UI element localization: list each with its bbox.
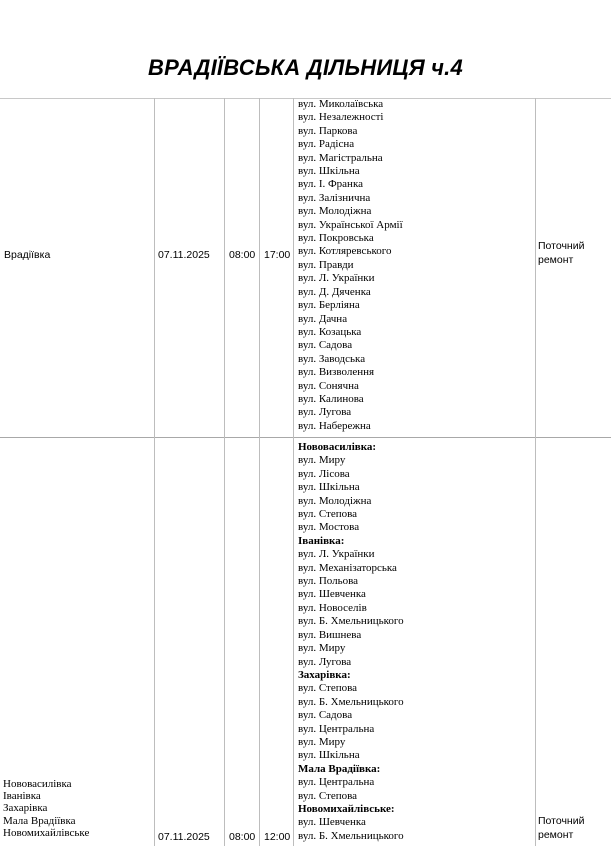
time-from-cell: 08:00 — [229, 831, 256, 843]
reason-cell-line1: Поточний — [538, 815, 585, 827]
settlement-cell: Врадіївка — [4, 249, 51, 261]
reason-cell-line2: ремонт — [538, 829, 574, 841]
street-item: вул. Центральна — [298, 722, 375, 735]
street-item: вул. Шкільна — [298, 481, 360, 494]
street-item: вул. Лугова — [298, 406, 352, 419]
settlement-name: Мала Врадіївка — [3, 814, 76, 827]
column-divider — [293, 98, 294, 846]
street-item: вул. Садова — [298, 339, 353, 352]
streets-list — [298, 441, 404, 843]
time-to-cell: 17:00 — [264, 249, 291, 261]
street-item: вул. Лугова — [298, 655, 352, 668]
street-item: вул. Сонячна — [298, 379, 359, 392]
street-item: вул. Шкільна — [298, 165, 360, 178]
street-item: вул. Козацька — [298, 325, 362, 338]
settlement-name: Захарівка — [3, 802, 48, 815]
reason-cell-line2: ремонт — [538, 254, 574, 266]
street-item: вул. Мостова — [298, 521, 360, 534]
street-item: вул. Степова — [298, 789, 358, 802]
street-item: вул. Покровська — [298, 232, 374, 245]
street-item: вул. І. Франка — [298, 178, 364, 191]
street-item: вул. Дачна — [298, 312, 348, 325]
street-item: вул. Шкільна — [298, 749, 360, 762]
date-cell: 07.11.2025 — [158, 249, 210, 261]
street-item: вул. Визволення — [298, 366, 375, 379]
street-item: вул. Миколаївська — [298, 98, 384, 110]
street-item: вул. Котляревського — [298, 245, 392, 258]
street-item: вул. Калинова — [298, 392, 364, 405]
settlement-name: Нововасилівка — [3, 778, 72, 790]
street-item: вул. Магістральна — [298, 151, 383, 164]
street-item: вул. Степова — [298, 508, 358, 521]
street-item: вул. Л. Українки — [298, 272, 375, 285]
street-item: вул. Лісова — [298, 467, 350, 480]
street-item: вул. Миру — [298, 735, 346, 748]
street-item: вул. Берліяна — [298, 299, 360, 312]
street-item: вул. Молодіжна — [298, 205, 372, 218]
street-item: вул. Молодіжна — [298, 494, 372, 507]
street-item: вул. Паркова — [298, 124, 358, 137]
street-item: вул. Б. Хмельницького — [298, 695, 404, 708]
time-from-cell: 08:00 — [229, 249, 256, 261]
column-divider — [259, 98, 260, 846]
settlement-name: Новомихайлівське — [3, 826, 90, 839]
page-title: ВРАДІЇВСЬКА ДІЛЬНИЦЯ ч.4 — [148, 55, 463, 80]
street-item: вул. Миру — [298, 642, 346, 655]
street-item: вул. Л. Українки — [298, 548, 375, 561]
settlement-name: Іванівка — [3, 790, 41, 803]
settlement-heading: Мала Врадіївка: — [298, 762, 381, 775]
street-item: вул. Незалежності — [298, 111, 384, 124]
row-divider — [0, 437, 611, 438]
column-divider — [224, 98, 225, 846]
street-item: вул. Миру — [298, 454, 346, 467]
date-cell: 07.11.2025 — [158, 831, 210, 843]
street-item: вул. Залізнична — [298, 191, 371, 204]
street-item: вул. Заводська — [298, 352, 366, 365]
settlement-heading: Нововасилівка: — [298, 441, 377, 453]
street-item: вул. Радісна — [298, 138, 355, 151]
street-item: вул. Садова — [298, 709, 353, 722]
street-item: вул. Вишнева — [298, 628, 362, 641]
reason-cell-line1: Поточний — [538, 240, 585, 252]
time-to-cell: 12:00 — [264, 831, 291, 843]
street-item: вул. Механізаторська — [298, 561, 397, 574]
street-item: вул. Б. Хмельницького — [298, 615, 404, 628]
settlements-list — [3, 778, 89, 839]
column-divider — [154, 98, 155, 846]
column-divider — [535, 98, 536, 846]
settlement-heading: Новомихайлівське: — [298, 802, 395, 815]
street-item: вул. Набережна — [298, 419, 371, 432]
street-item: вул. Д. Дяченка — [298, 285, 371, 298]
street-item: вул. Новоселів — [298, 601, 367, 614]
street-item: вул. Шевченка — [298, 588, 366, 601]
street-item: вул. Б. Хмельницького — [298, 829, 404, 842]
street-item: вул. Правди — [298, 258, 354, 271]
street-item: вул. Української Армії — [298, 218, 403, 231]
street-item: вул. Центральна — [298, 776, 375, 789]
settlement-heading: Іванівка: — [298, 534, 345, 547]
streets-list — [298, 98, 403, 433]
street-item: вул. Степова — [298, 682, 358, 695]
street-item: вул. Шевченка — [298, 816, 366, 829]
settlement-heading: Захарівка: — [298, 668, 351, 681]
street-item: вул. Польова — [298, 575, 359, 588]
